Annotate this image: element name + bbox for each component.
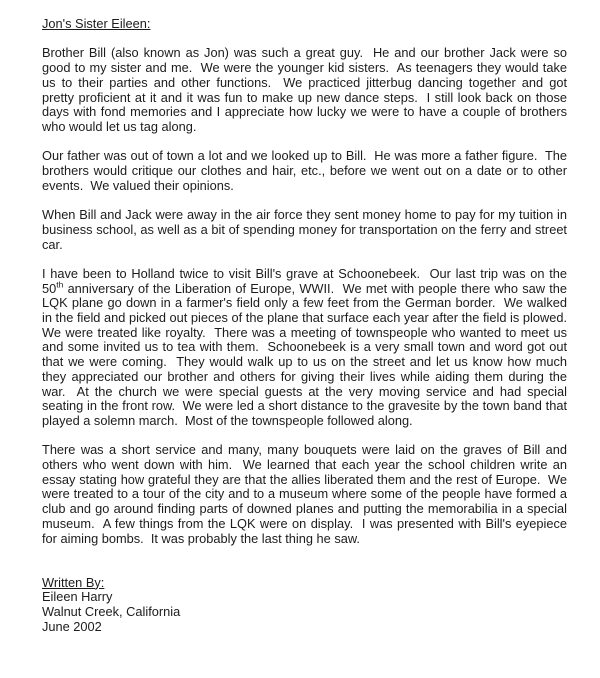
letter-title: Jon's Sister Eileen:: [42, 16, 151, 31]
signature-date: June 2002: [42, 618, 102, 634]
author-location: Walnut Creek, California: [42, 604, 181, 620]
paragraph-air-force: When Bill and Jack were away in the air force they sent money home to pay for my tuition in business school, as well as a bit of spending money for transportation on the ferry and street car.: [42, 207, 571, 252]
paragraph-holland-visit-post: anniversary of the Liberation of Europe, WWII. We met with people there who saw the LQK plane go down in a farmer's field only a few feet from the German border. We walked in the field and picked out pieces of the plane that surface each year after the field is plowed. We were treated like royalty. There was a meeting of townspeople who wanted to meet us and some invited us to tea with them. Schoonebeek is a very small town and word got out that we were coming. They would walk up to us on the street and let us know how much they appreciated our brother and others for giving their lives while aiding them during the war. At the church we were special guests at the very moving service and had special seating in the front row. We were led a short distance to the gravesite by the town band that played a solemn march. Most of the townspeople followed along.: [42, 280, 575, 428]
paragraph-holland-visit-pre: I have been to Holland twice to visit Bill's grave at Schoonebeek. Our last trip was on the 50: [42, 265, 571, 296]
written-by-label: Written By:: [42, 574, 105, 590]
paragraph-brothers: Brother Bill (also known as Jon) was such a great guy. He and our brother Jack were so good to my sister and me. We were the younger kid sisters. As teenagers they would take us to their parties and other functions. We practiced jitterbug dancing together and got pretty proficient at it and it was fun to make up new dance steps. I still look back on those days with fond memories and I appreciate how lucky we were to have a couple of brothers who would let us tag along.: [42, 45, 571, 134]
paragraph-service-museum: There was a short service and many, many bouquets were laid on the graves of Bill and others who went down with him. We learned that each year the school children write an essay stating how grateful they are that the allies liberated them and the rest of Europe. We were treated to a tour of the city and to a museum where some of the people have formed a club and go around finding parts of downed planes and putting the memorabilia in a special museum. A few things from the LQK were on display. I was presented with Bill's eyepiece for aiming bombs. It was probably the last thing he saw.: [42, 442, 571, 546]
signature-block: [42, 576, 567, 635]
author-name: Eileen Harry: [42, 589, 113, 605]
paragraph-holland-visit: [42, 265, 575, 429]
ordinal-suffix: th: [56, 279, 64, 290]
paragraph-father: Our father was out of town a lot and we looked up to Bill. He was more a father figure. The brothers would critique our clothes and hair, etc., before we went out on a date or to other events. We valued their opinions.: [42, 148, 571, 193]
